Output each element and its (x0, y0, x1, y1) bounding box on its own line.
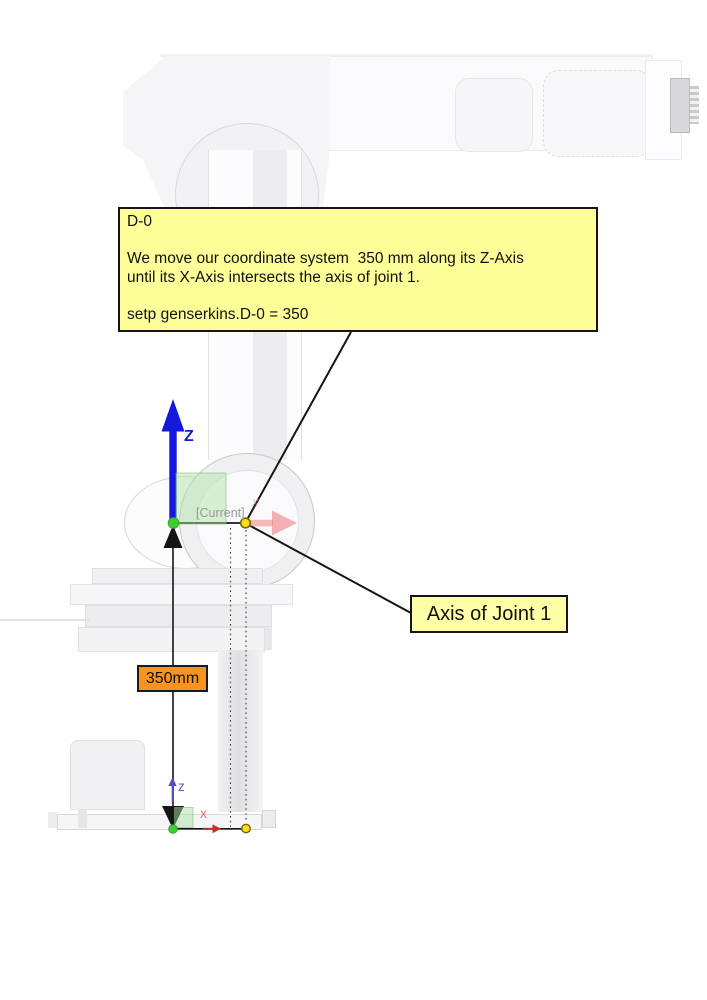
x-axis-arrow-icon (272, 511, 297, 536)
leader-line-to-note-box (246, 332, 352, 523)
base-x-axis-arrow-icon (213, 824, 222, 833)
base-origin-marker-icon (169, 825, 178, 834)
x-axis-label: x (252, 494, 259, 509)
note-body-line-2: until its X-Axis intersects the axis of joint 1. (127, 268, 420, 286)
note-spacer (127, 287, 589, 306)
note-title: D-0 (127, 213, 152, 230)
origin-marker-icon (168, 518, 179, 529)
dimension-callout: 350mm (137, 665, 208, 692)
note-spacer (127, 232, 589, 251)
z-axis-arrow-icon (162, 399, 185, 432)
base-frame-highlight (175, 808, 194, 828)
note-command: setp genserkins.D-0 = 350 (127, 305, 309, 323)
z-axis-label: Z (184, 428, 194, 445)
note-box (118, 207, 598, 332)
note-body-line-1: We move our coordinate system 350 mm along its Z-Axis (127, 250, 524, 267)
base-z-axis-label: z (178, 779, 185, 794)
leader-line-to-axis-callout (246, 524, 411, 614)
axis-of-joint-callout: Axis of Joint 1 (410, 595, 568, 633)
base-x-axis-label: x (200, 805, 207, 821)
current-frame-label: [Current] (196, 506, 245, 520)
joint1-axis-node-bottom-icon (242, 824, 250, 832)
base-z-axis-arrow-icon (168, 778, 176, 787)
